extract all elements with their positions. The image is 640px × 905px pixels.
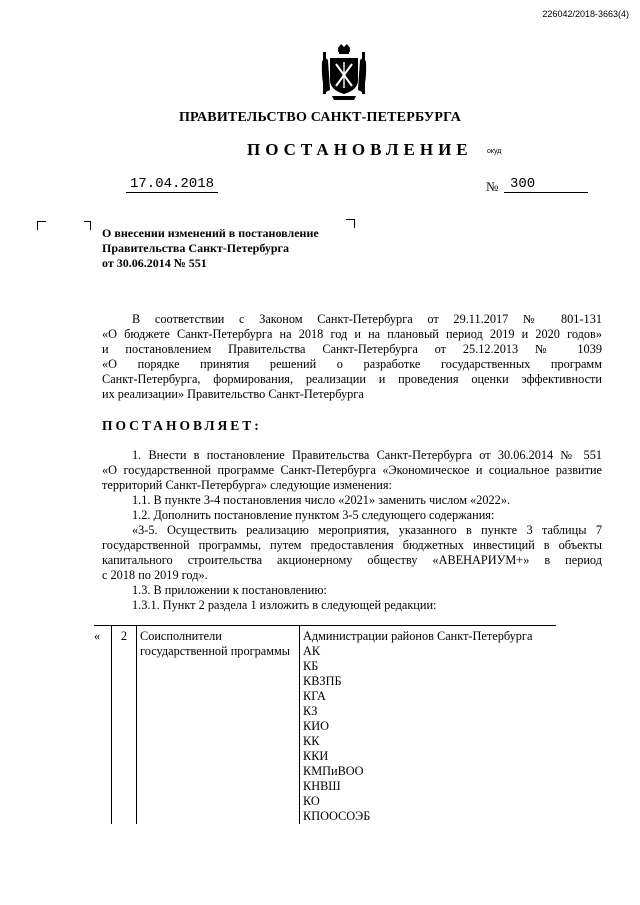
value-item: КО	[303, 794, 320, 808]
preamble-line: «О порядке принятия решений о разработке государственных программ	[102, 357, 602, 371]
number-label: №	[486, 179, 499, 194]
preamble-paragraph	[102, 312, 602, 402]
value-item: АК	[303, 644, 321, 658]
item-3-5-line: с 2018 по 2019 год».	[102, 568, 208, 582]
item-1-line: «О государственной программе Санкт-Петербурга «Экономическое и социальное развитие	[102, 463, 602, 477]
table-row	[94, 626, 556, 825]
value-item: ККИ	[303, 749, 329, 763]
value-item: КИО	[303, 719, 329, 733]
open-quote: «	[94, 626, 112, 825]
row-values	[300, 626, 557, 825]
value-item: КЗ	[303, 704, 318, 718]
amendment-table	[94, 625, 556, 824]
resolve-heading: ПОСТАНОВЛЯЕТ:	[102, 418, 262, 433]
value-item: КГА	[303, 689, 326, 703]
row-label: Соисполнители государственной программы	[137, 626, 300, 825]
organization-title: ПРАВИТЕЛЬСТВО САНКТ-ПЕТЕРБУРГА	[178, 110, 462, 125]
item-3-5-line: государственной программы, путем предоставления бюджетных инвестиций в объекты	[102, 538, 602, 552]
value-item: КК	[303, 734, 320, 748]
subject-line: О внесении изменений в постановление	[102, 226, 319, 240]
margin-corner-mark	[84, 221, 91, 230]
document-subject	[102, 226, 362, 271]
value-item: КВЗПБ	[303, 674, 342, 688]
preamble-line: их реализации» Правительство Санкт-Петербурга	[102, 387, 364, 401]
item-1-3-1: 1.3.1. Пункт 2 раздела 1 изложить в следующей редакции:	[132, 598, 437, 612]
coat-of-arms-emblem-icon	[318, 42, 370, 102]
document-code: 226042/2018-3663(4)	[542, 9, 629, 19]
item-1-2: 1.2. Дополнить постановление пунктом 3-5 следующего содержания:	[132, 508, 495, 522]
document-number: 300	[504, 176, 588, 193]
value-item: КБ	[303, 659, 319, 673]
item-3-5-line: капитального строительства акционерному обществу «АВЕНАРИУМ+» в период	[102, 553, 602, 567]
okud-label: окуд	[487, 148, 502, 155]
preamble-line: В соответствии с Законом Санкт-Петербурга от 29.11.2017 № 801-131	[132, 312, 602, 326]
subject-line: от 30.06.2014 № 551	[102, 256, 207, 270]
margin-corner-mark	[37, 221, 46, 230]
item-1-3: 1.3. В приложении к постановлению:	[132, 583, 327, 597]
item-3-5-paragraph	[102, 523, 602, 583]
item-3-5-line: «3-5. Осуществить реализацию мероприятия, указанного в пункте 3 таблицы 7	[132, 523, 602, 537]
value-item: КМПиВОО	[303, 764, 364, 778]
document-date: 17.04.2018	[126, 176, 218, 193]
value-item: Администрации районов Санкт-Петербурга	[303, 629, 533, 643]
preamble-line: и постановлением Правительства Санкт-Петербурга от 25.12.2013 № 1039	[102, 342, 602, 356]
item-1-line: 1. Внести в постановление Правительства Санкт-Петербурга от 30.06.2014 № 551	[132, 448, 602, 462]
item-1-1: 1.1. В пункте 3-4 постановления число «2021» заменить числом «2022».	[132, 493, 511, 507]
item-1-paragraph	[102, 448, 602, 493]
subject-line: Правительства Санкт-Петербурга	[102, 241, 290, 255]
value-item: КПООСОЭБ	[303, 809, 371, 823]
preamble-line: «О бюджете Санкт-Петербурга на 2018 год и на плановый период 2019 и 2020 годов»	[102, 327, 602, 341]
item-1-line: территорий Санкт-Петербурга» следующие изменения:	[102, 478, 392, 492]
preamble-line: Санкт-Петербурга, формирования, реализации и проведения оценки эффективности	[102, 372, 602, 386]
document-type: ПОСТАНОВЛЕНИЕ	[247, 140, 473, 159]
row-number: 2	[112, 626, 137, 825]
value-item: КНВШ	[303, 779, 341, 793]
